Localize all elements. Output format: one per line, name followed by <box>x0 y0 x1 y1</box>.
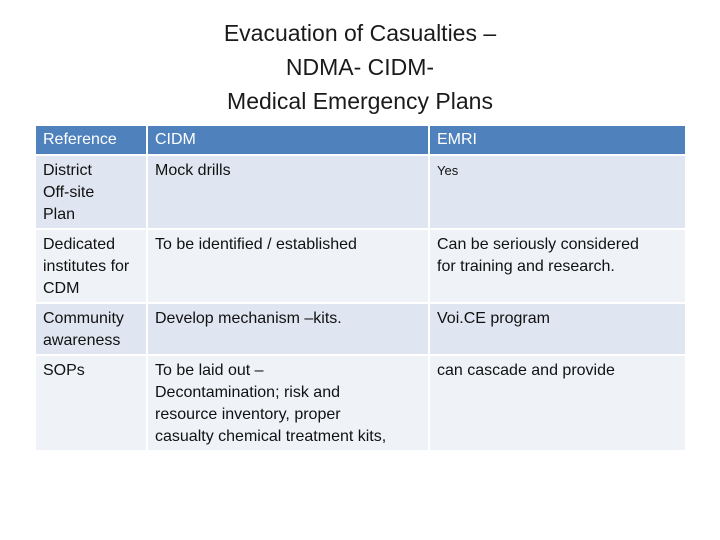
cell-emri: can cascade and provide <box>429 355 685 451</box>
table-row <box>36 229 685 303</box>
cell-cidm: Mock drills <box>147 155 429 229</box>
header-cidm: CIDM <box>147 126 429 155</box>
cell-reference: District Off-site Plan <box>36 155 147 229</box>
cell-cidm: To be identified / established <box>147 229 429 303</box>
plans-table <box>36 126 685 452</box>
table-row <box>36 355 685 451</box>
cell-reference: SOPs <box>36 355 147 451</box>
table-row <box>36 303 685 355</box>
table-header-row <box>36 126 685 155</box>
header-emri: EMRI <box>429 126 685 155</box>
header-reference: Reference <box>36 126 147 155</box>
cell-emri: Voi.CE program <box>429 303 685 355</box>
cell-emri: Yes <box>429 155 685 229</box>
cell-cidm: Develop mechanism –kits. <box>147 303 429 355</box>
cell-reference: Community awareness <box>36 303 147 355</box>
page-title <box>0 16 720 118</box>
table-row <box>36 155 685 229</box>
title-line-3: Medical Emergency Plans <box>227 88 493 114</box>
title-line-1: Evacuation of Casualties – <box>223 20 497 46</box>
cell-emri: Can be seriously considered for training and research. <box>429 229 685 303</box>
cell-cidm: To be laid out – Decontamination; risk and resource inventory, proper casualty chemical treatment kits, <box>147 355 429 451</box>
cell-reference: Dedicated institutes for CDM <box>36 229 147 303</box>
title-line-2: NDMA- CIDM- <box>285 54 435 80</box>
